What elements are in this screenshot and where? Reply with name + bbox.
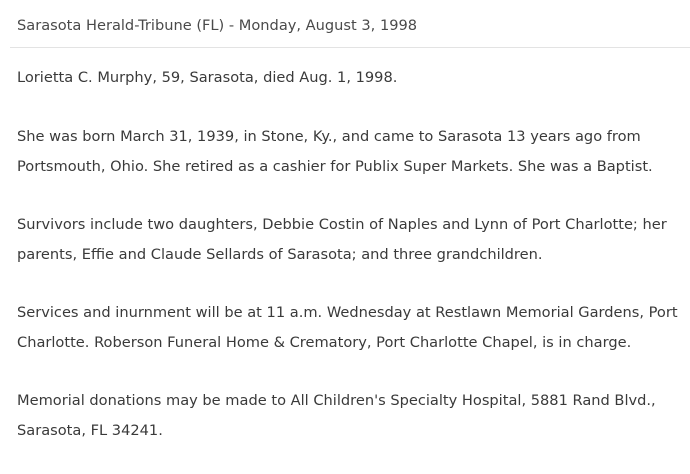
paragraph-line: parents, Effie and Claude Sellards of Sarasota; and three grandchildren.: [17, 246, 543, 263]
paragraph-line: Portsmouth, Ohio. She retired as a cashier for Publix Super Markets. She was a Baptist.: [17, 158, 653, 175]
paragraph-donations: [17, 386, 683, 446]
publication-header: Sarasota Herald-Tribune (FL) - Monday, August 3, 1998: [17, 17, 418, 34]
paragraph-line: Survivors include two daughters, Debbie Costin of Naples and Lynn of Port Charlotte; her: [17, 216, 667, 233]
obituary-body: [17, 63, 683, 474]
paragraph-line: Sarasota, FL 34241.: [17, 422, 163, 439]
paragraph-survivors: [17, 210, 683, 270]
paragraph-services: [17, 298, 683, 358]
paragraph-line: Charlotte. Roberson Funeral Home & Crematory, Port Charlotte Chapel, is in charge.: [17, 334, 632, 351]
paragraph-line: Services and inurnment will be at 11 a.m. Wednesday at Restlawn Memorial Gardens, Port: [17, 304, 678, 321]
paragraph-line: She was born March 31, 1939, in Stone, Ky., and came to Sarasota 13 years ago from: [17, 128, 641, 145]
paragraph-line: Lorietta C. Murphy, 59, Sarasota, died Aug. 1, 1998.: [17, 69, 398, 86]
paragraph-line: Memorial donations may be made to All Children's Specialty Hospital, 5881 Rand Blvd.,: [17, 392, 656, 409]
header-divider: [10, 47, 690, 48]
paragraph-intro: [17, 63, 683, 93]
paragraph-biography: [17, 122, 683, 182]
